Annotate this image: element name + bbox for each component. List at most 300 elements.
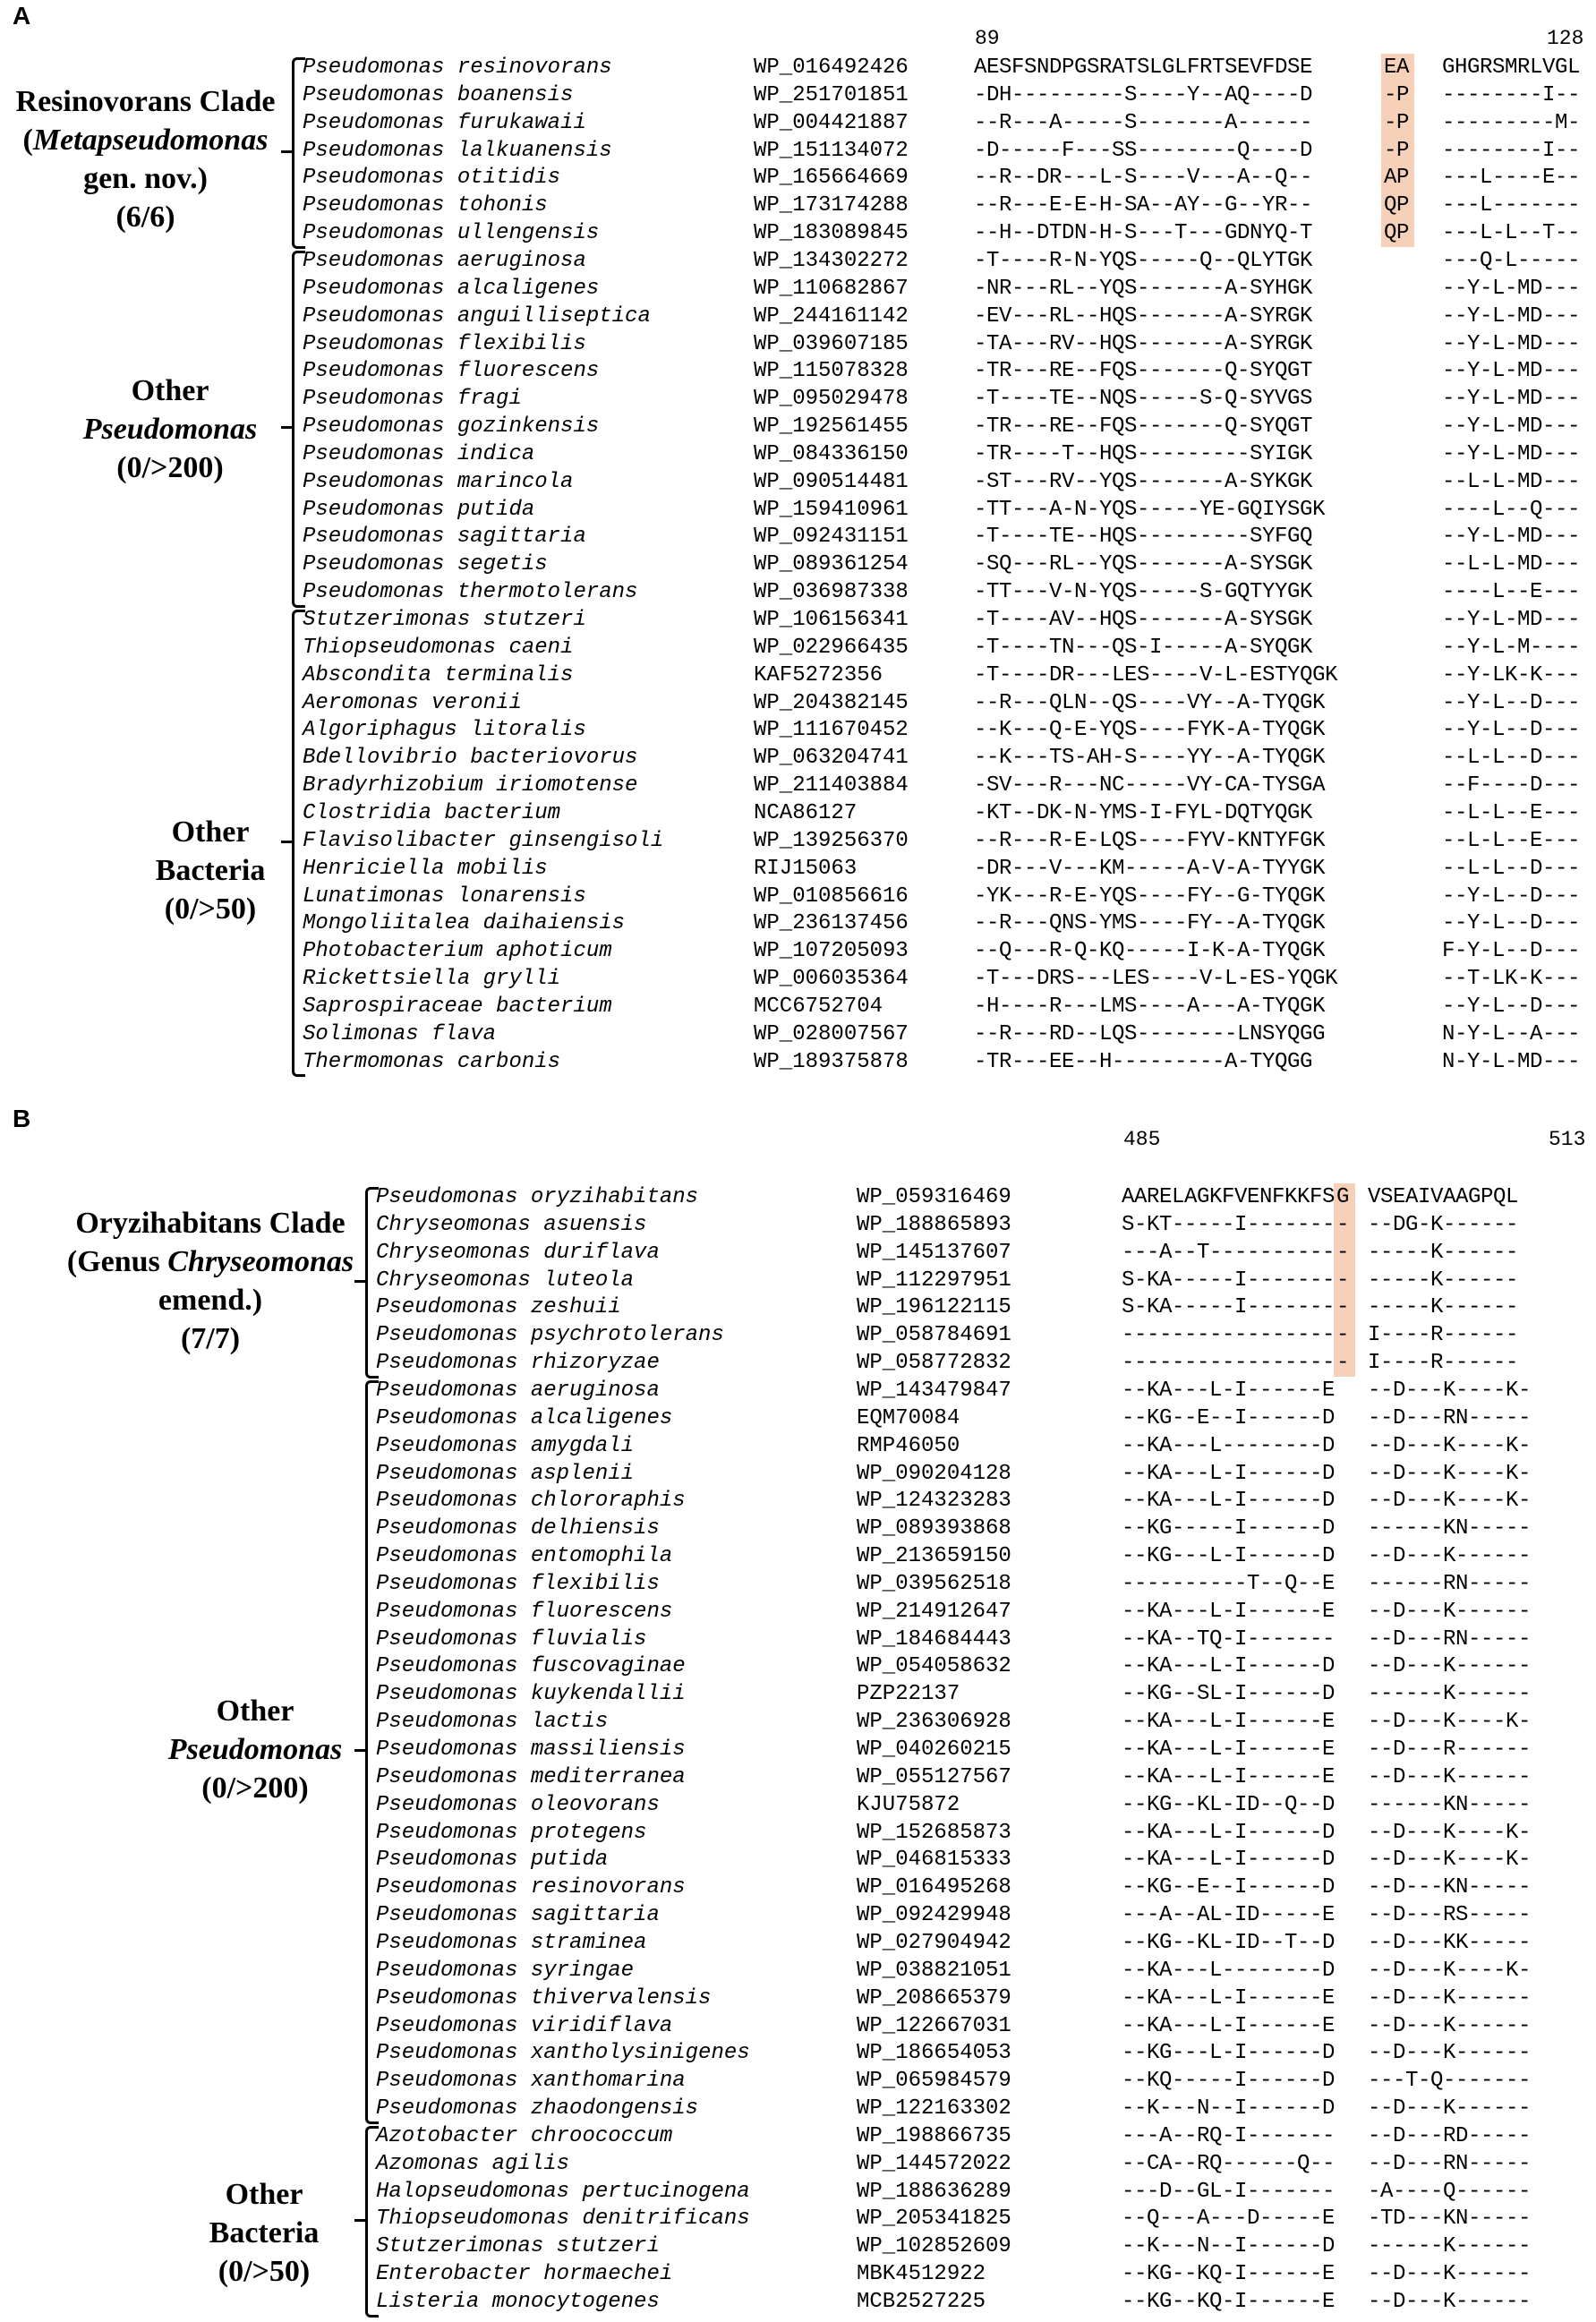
species-name: Pseudomonas zhaodongensis [376,2096,699,2121]
sequence-right: --------I-- [1442,138,1581,163]
group-label: Other Pseudomonas (0/>200) [82,374,258,484]
group-brace [365,1187,379,1379]
accession-number: WP_124323283 [857,1489,1011,1514]
sequence-left: -SV---R---NC-----VY-CA-TYSGA [974,773,1326,798]
species-name: Pseudomonas mediterranea [376,1764,686,1789]
sequence-left: S-KA-----I------- [1122,1268,1336,1293]
accession-number: WP_004421887 [754,110,909,135]
sequence-left: -T----AV--HQS-------A-SYSGK [974,608,1313,632]
sequence-right: --D---K----K- [1368,1710,1532,1735]
accession-number: WP_211403884 [754,773,909,798]
sequence-left: --KA---L-I------D [1122,1820,1336,1845]
sequence-right: --D---K------ [1368,1985,1532,2010]
sequence-highlight: - [1336,1212,1350,1237]
species-name: Bdellovibrio bacteriovorus [303,746,638,771]
sequence-right: --D---K----K- [1368,1378,1532,1403]
sequence-left: --H--DTDN-H-S---T---GDNYQ-T [974,221,1313,246]
species-name: Pseudomonas entomophila [376,1544,673,1569]
sequence-right: --D---RN----- [1368,1626,1532,1652]
position-end-number: 513 [1549,1128,1586,1151]
table-row [0,1487,1596,1515]
table-row [0,1957,1596,1985]
accession-number: WP_058784691 [857,1323,1011,1348]
accession-number: KAF5272356 [754,662,883,687]
sequence-right: --D---KK----- [1368,1930,1532,1955]
sequence-left: --KA---L-I------D [1122,1489,1336,1514]
accession-number: WP_054058632 [857,1654,1011,1679]
sequence-left: -TR---RE--FQS-------Q-SYQGT [974,414,1313,440]
sequence-right: F-Y-L--D--- [1442,939,1581,964]
species-name: Pseudomonas indica [303,441,535,466]
species-name: Pseudomonas tohonis [303,193,548,218]
sequence-right: --Y-L--D--- [1442,994,1581,1019]
sequence-highlight: -P [1384,110,1410,135]
species-name: Chryseomonas duriflava [376,1240,660,1265]
accession-number: WP_151134072 [754,138,909,163]
sequence-right: GHGRSMRLVGL [1442,55,1581,80]
sequence-left: --R--DR---L-S----V---A--Q-- [974,166,1313,191]
sequence-right: --D---K------ [1368,2290,1532,2314]
species-name: Pseudomonas thermotolerans [303,580,638,605]
sequence-left: --KG--KL-ID--T--D [1122,1930,1336,1955]
sequence-left: --KA---L-I------D [1122,1461,1336,1486]
accession-number: MCB2527225 [857,2290,986,2314]
sequence-left: --KG--SL-I------D [1122,1682,1336,1707]
species-name: Pseudomonas psychrotolerans [376,1323,724,1348]
sequence-left: --KG-----I------D [1122,1516,1336,1541]
sequence-right: ------RN----- [1368,1571,1532,1596]
table-row [0,496,1596,524]
species-name: Thiopseudomonas caeni [303,635,574,660]
sequence-left: --KG---L-I------D [1122,1544,1336,1569]
accession-number: WP_028007567 [754,1021,909,1046]
table-row [0,716,1596,744]
accession-number: NCA86127 [754,800,858,825]
table-row [0,54,1596,81]
group-brace-tip [354,2219,367,2222]
table-row [0,772,1596,799]
species-name: Mongoliitalea daihaiensis [303,911,626,936]
table-row [0,965,1596,993]
species-name: Pseudomonas aeruginosa [376,1378,660,1403]
sequence-right: ------K------ [1368,2234,1532,2259]
sequence-right: --Y-L-MD--- [1442,387,1581,412]
sequence-right: ---L-L--T-- [1442,221,1581,246]
sequence-left: ---A--AL-ID-----E [1122,1903,1336,1928]
accession-number: WP_058772832 [857,1351,1011,1376]
table-row [0,330,1596,358]
group-label: Resinovorans Clade (Metapseudomonas gen. nov.) (6/6) [15,85,276,234]
sequence-highlight: - [1336,1295,1350,1320]
sequence-left: -H----R---LMS----A---A-TYQGK [974,994,1326,1019]
sequence-highlight: - [1336,1240,1350,1265]
accession-number: WP_084336150 [754,441,909,466]
sequence-left: --KA---L--------D [1122,1958,1336,1983]
species-name: Pseudomonas ullengensis [303,221,600,246]
accession-number: WP_152685873 [857,1820,1011,1845]
species-name: Photobacterium aphoticum [303,939,612,964]
table-row [0,2067,1596,2095]
sequence-left: ----------------- [1122,1351,1336,1376]
species-name: Pseudomonas delhiensis [376,1516,660,1541]
sequence-right: --T-LK-K--- [1442,967,1581,992]
accession-number: WP_165664669 [754,166,909,191]
group-brace [365,1380,379,2124]
species-name: Pseudomonas chlororaphis [376,1489,686,1514]
sequence-right: --Y-L-MD--- [1442,525,1581,550]
sequence-right: ---L------- [1442,193,1581,218]
table-row [0,1020,1596,1048]
accession-number: RIJ15063 [754,856,858,881]
accession-number: WP_189375878 [754,1049,909,1074]
species-name: Pseudomonas marincola [303,469,574,494]
accession-number: WP_122163302 [857,2096,1011,2121]
table-row [0,2012,1596,2040]
species-name: Pseudomonas sagittaria [376,1903,660,1928]
sequence-highlight: QP [1384,193,1410,218]
species-name: Pseudomonas fluvialis [376,1626,647,1652]
accession-number: WP_208665379 [857,1985,1011,2010]
sequence-right: N-Y-L--A--- [1442,1021,1581,1046]
table-row [0,689,1596,717]
species-name: Pseudomonas anguilliseptica [303,303,651,329]
accession-number: WP_090514481 [754,469,909,494]
sequence-right: --Y-L--D--- [1442,718,1581,743]
table-row [0,2122,1596,2150]
accession-number: WP_090204128 [857,1461,1011,1486]
species-name: Azotobacter chroococcum [376,2123,673,2148]
accession-number: WP_115078328 [754,359,909,384]
sequence-left: --K---N--I------D [1122,2096,1336,2121]
table-row [0,303,1596,330]
accession-number: WP_145137607 [857,1240,1011,1265]
sequence-left: --K---TS-AH-S----YY--A-TYQGK [974,746,1326,771]
species-name: Pseudomonas xanthomarina [376,2069,686,2094]
accession-number: WP_144572022 [857,2151,1011,2176]
sequence-right: --D---K----K- [1368,1820,1532,1845]
accession-number: WP_184684443 [857,1626,1011,1652]
accession-number: WP_065984579 [857,2069,1011,2094]
sequence-right: ------KN----- [1368,1792,1532,1817]
table-row [0,1598,1596,1626]
table-row [0,1377,1596,1404]
sequence-left: --KA---L-I------E [1122,1599,1336,1624]
group-brace [292,57,305,249]
group-label: Other Bacteria (0/>50) [209,2178,320,2288]
accession-number: WP_196122115 [857,1295,1011,1320]
sequence-left: --CA--RQ------Q-- [1122,2151,1336,2176]
accession-number: WP_046815333 [857,1848,1011,1873]
species-name: Stutzerimonas stutzeri [303,608,586,632]
accession-number: WP_111670452 [754,718,909,743]
table-row [0,1846,1596,1874]
accession-number: WP_204382145 [754,690,909,715]
species-name: Pseudomonas kuykendallii [376,1682,686,1707]
sequence-left: --KA---L--------D [1122,1433,1336,1458]
table-row [0,1874,1596,1901]
species-name: Pseudomonas alcaligenes [376,1405,673,1430]
sequence-right: --D---K------ [1368,2041,1532,2066]
species-name: Flavisolibacter ginsengisoli [303,828,664,853]
accession-number: WP_188636289 [857,2179,1011,2204]
sequence-left: -T----TE--NQS-----S-Q-SYVGS [974,387,1313,412]
species-name: Pseudomonas boanensis [303,82,574,107]
table-row [0,1819,1596,1847]
accession-number: PZP22137 [857,1682,960,1707]
group-brace [365,2126,379,2318]
sequence-left: --KQ-----I------D [1122,2069,1336,2094]
species-name: Pseudomonas straminea [376,1930,647,1955]
sequence-right: --Y-LK-K--- [1442,662,1581,687]
sequence-left: -T----DR---LES----V-L-ESTYQGK [974,662,1338,687]
accession-number: WP_236137456 [754,911,909,936]
species-name: Pseudomonas oleovorans [376,1792,660,1817]
table-row [0,1542,1596,1570]
accession-number: WP_173174288 [754,193,909,218]
table-row [0,2288,1596,2316]
accession-number: WP_134302272 [754,248,909,273]
accession-number: WP_139256370 [754,828,909,853]
sequence-right: -----K------ [1368,1268,1519,1293]
table-row [0,937,1596,965]
sequence-right: -TD---KN----- [1368,2207,1532,2232]
species-name: Pseudomonas flexibilis [303,331,586,356]
sequence-right: --D---RN----- [1368,2151,1532,2176]
sequence-right: --D---KN----- [1368,1875,1532,1900]
accession-number: WP_095029478 [754,387,909,412]
species-name: Stutzerimonas stutzeri [376,2234,660,2259]
sequence-right: --Y-L-MD--- [1442,303,1581,329]
table-row [0,744,1596,772]
sequence-left: --Q---R-Q-KQ-----I-K-A-TYQGK [974,939,1326,964]
sequence-left: --R---RD--LQS--------LNSYQGG [974,1021,1326,1046]
sequence-left: -TT---A-N-YQS-----YE-GQIYSGK [974,497,1326,522]
species-name: Pseudomonas segetis [303,552,548,577]
species-name: Enterobacter hormaechei [376,2262,673,2287]
table-row [0,606,1596,634]
sequence-left: --KA--TQ-I------- [1122,1626,1336,1652]
accession-number: WP_038821051 [857,1958,1011,1983]
species-name: Pseudomonas fluorescens [376,1599,673,1624]
accession-number: WP_213659150 [857,1544,1011,1569]
accession-number: WP_039607185 [754,331,909,356]
accession-number: WP_016495268 [857,1875,1011,1900]
sequence-highlight: G [1336,1185,1350,1209]
sequence-right: --DG-K------ [1368,1212,1519,1237]
sequence-left: --KG--KL-ID--Q--D [1122,1792,1336,1817]
sequence-right: I----R------ [1368,1351,1519,1376]
species-name: Pseudomonas putida [376,1848,609,1873]
table-row [0,1404,1596,1432]
species-name: Pseudomonas xantholysinigenes [376,2041,750,2066]
sequence-left: -YK---R-E-YQS----FY--G-TYQGK [974,884,1326,909]
accession-number: WP_110682867 [754,276,909,301]
accession-number: WP_205341825 [857,2207,1011,2232]
sequence-left: -TR---EE--H---------A-TYQGG [974,1049,1313,1074]
sequence-left: AARELAGKFVENFKKFS [1122,1185,1336,1209]
sequence-left: ----------------- [1122,1323,1336,1348]
sequence-left: --K---Q-E-YQS----FYK-A-TYQGK [974,718,1326,743]
sequence-left: --KG--E--I------D [1122,1405,1336,1430]
sequence-highlight: QP [1384,221,1410,246]
sequence-left: --R---QLN--QS----VY--A-TYQGK [974,690,1326,715]
sequence-right: --D---RD----- [1368,2123,1532,2148]
accession-number: KJU75872 [857,1792,960,1817]
table-row [0,634,1596,662]
accession-number: WP_106156341 [754,608,909,632]
sequence-left: --K---N--I------D [1122,2234,1336,2259]
sequence-right: --D---K----K- [1368,1489,1532,1514]
table-row [0,1985,1596,2012]
species-name: Henriciella mobilis [303,856,548,881]
sequence-highlight: - [1336,1351,1350,1376]
accession-number: MCC6752704 [754,994,883,1019]
sequence-highlight: AP [1384,166,1410,191]
position-start-number: 485 [1123,1128,1161,1151]
sequence-left: -T----TN---QS-I-----A-SYQGK [974,635,1313,660]
accession-number: WP_159410961 [754,497,909,522]
species-name: Pseudomonas massiliensis [376,1737,686,1762]
sequence-right: ---T-Q------- [1368,2069,1532,2094]
species-name: Clostridia bacterium [303,800,561,825]
sequence-right: --L-L--D--- [1442,856,1581,881]
panel-label: B [13,1105,31,1132]
accession-number: WP_027904942 [857,1930,1011,1955]
sequence-right: --D---K------ [1368,1544,1532,1569]
sequence-right: --Y-L--D--- [1442,911,1581,936]
sequence-left: --Q---A---D-----E [1122,2207,1336,2232]
sequence-right: ----L--Q--- [1442,497,1581,522]
sequence-left: S-KA-----I------- [1122,1295,1336,1320]
sequence-left: -T---DRS---LES----V-L-ES-YQGK [974,967,1338,992]
sequence-right: --Y-L-MD--- [1442,276,1581,301]
accession-number: WP_102852609 [857,2234,1011,2259]
sequence-left: -ST---RV--YQS-------A-SYKGK [974,469,1313,494]
species-name: Halopseudomonas pertucinogena [376,2179,750,2204]
accession-number: WP_089361254 [754,552,909,577]
sequence-right: --L-L--D--- [1442,746,1581,771]
accession-number: WP_022966435 [754,635,909,660]
table-row [0,2150,1596,2178]
species-name: Pseudomonas syringae [376,1958,635,1983]
species-name: Pseudomonas otitidis [303,166,561,191]
species-name: Pseudomonas zeshuii [376,1295,621,1320]
species-name: Pseudomonas lalkuanensis [303,138,612,163]
sequence-left: -TA---RV--HQS-------A-SYRGK [974,331,1313,356]
sequence-right: --L-L--E--- [1442,828,1581,853]
species-name: Saprospiraceae bacterium [303,994,612,1019]
sequence-right: -A----Q------ [1368,2179,1532,2204]
sequence-left: --KG--E--I------D [1122,1875,1336,1900]
accession-number: WP_089393868 [857,1516,1011,1541]
species-name: Chryseomonas luteola [376,1268,635,1293]
sequence-left: -TT---V-N-YQS-----S-GQTYYGK [974,580,1313,605]
sequence-left: --KG--KQ-I------E [1122,2290,1336,2314]
sequence-left: -TR----T--HQS---------SYIGK [974,441,1313,466]
sequence-right: --D---K----K- [1368,1433,1532,1458]
sequence-left: --KG--KQ-I------E [1122,2262,1336,2287]
species-name: Pseudomonas fuscovaginae [376,1654,686,1679]
table-row [0,275,1596,303]
sequence-right: --D---K----K- [1368,1958,1532,1983]
sequence-left: --KA---L-I------E [1122,1710,1336,1735]
sequence-right: --D---K------ [1368,1599,1532,1624]
sequence-left: -T----R-N-YQS-----Q--QLYTGK [974,248,1313,273]
accession-number: WP_188865893 [857,1212,1011,1237]
sequence-left: -KT--DK-N-YMS-I-FYL-DQTYQGK [974,800,1313,825]
sequence-right: --Y-L-M---- [1442,635,1581,660]
species-name: Thermomonas carbonis [303,1049,561,1074]
sequence-left: -DR---V---KM-----A-V-A-TYYGK [974,856,1326,881]
sequence-right: --D---RN----- [1368,1405,1532,1430]
accession-number: WP_092431151 [754,525,909,550]
sequence-right: ------KN----- [1368,1516,1532,1541]
sequence-right: --Y-L-MD--- [1442,359,1581,384]
accession-number: WP_059316469 [857,1185,1011,1209]
sequence-right: --D---RS----- [1368,1903,1532,1928]
sequence-left: --KA---L-I------E [1122,1985,1336,2010]
sequence-right: --F----D--- [1442,773,1581,798]
accession-number: WP_192561455 [754,414,909,440]
sequence-right: -----K------ [1368,1295,1519,1320]
sequence-right: --L-L--E--- [1442,800,1581,825]
accession-number: WP_092429948 [857,1903,1011,1928]
sequence-left: --KA---L-I------D [1122,1848,1336,1873]
sequence-right: --L-L-MD--- [1442,469,1581,494]
species-name: Pseudomonas fluorescens [303,359,600,384]
table-row [0,523,1596,551]
accession-number: WP_122667031 [857,2013,1011,2038]
sequence-right: I----R------ [1368,1323,1519,1348]
species-name: Pseudomonas protegens [376,1820,647,1845]
table-row [0,662,1596,689]
species-name: Pseudomonas oryzihabitans [376,1185,699,1209]
table-row [0,247,1596,275]
sequence-right: --D---K------ [1368,1654,1532,1679]
sequence-left: ----------T--Q--E [1122,1571,1336,1596]
table-row [0,551,1596,578]
sequence-highlight: - [1336,1268,1350,1293]
accession-number: WP_063204741 [754,746,909,771]
sequence-left: -NR---RL--YQS-------A-SYHGK [974,276,1313,301]
species-name: Pseudomonas viridiflava [376,2013,673,2038]
sequence-right: --D---K----K- [1368,1848,1532,1873]
sequence-left: -SQ---RL--YQS-------A-SYSGK [974,552,1313,577]
species-name: Pseudomonas resinovorans [303,55,612,80]
table-row [0,2095,1596,2122]
sequence-right: N-Y-L-MD--- [1442,1049,1581,1074]
sequence-left: ---A--T---------- [1122,1240,1336,1265]
sequence-left: --KA---L-I------E [1122,1764,1336,1789]
accession-number: WP_055127567 [857,1764,1011,1789]
species-name: Pseudomonas aeruginosa [303,248,586,273]
species-name: Pseudomonas asplenii [376,1461,635,1486]
accession-number: WP_016492426 [754,55,909,80]
accession-number: WP_214912647 [857,1599,1011,1624]
sequence-right: ---------M- [1442,110,1581,135]
sequence-right: --D---K------ [1368,2096,1532,2121]
table-row [0,1515,1596,1542]
accession-number: WP_186654053 [857,2041,1011,2066]
accession-number: WP_039562518 [857,1571,1011,1596]
position-start-number: 89 [975,27,1000,50]
sequence-right: ----L--E--- [1442,580,1581,605]
sequence-left: S-KT-----I------- [1122,1212,1336,1237]
accession-number: WP_010856616 [754,884,909,909]
accession-number: EQM70084 [857,1405,960,1430]
sequence-highlight: -P [1384,138,1410,163]
species-name: Pseudomonas alcaligenes [303,276,600,301]
